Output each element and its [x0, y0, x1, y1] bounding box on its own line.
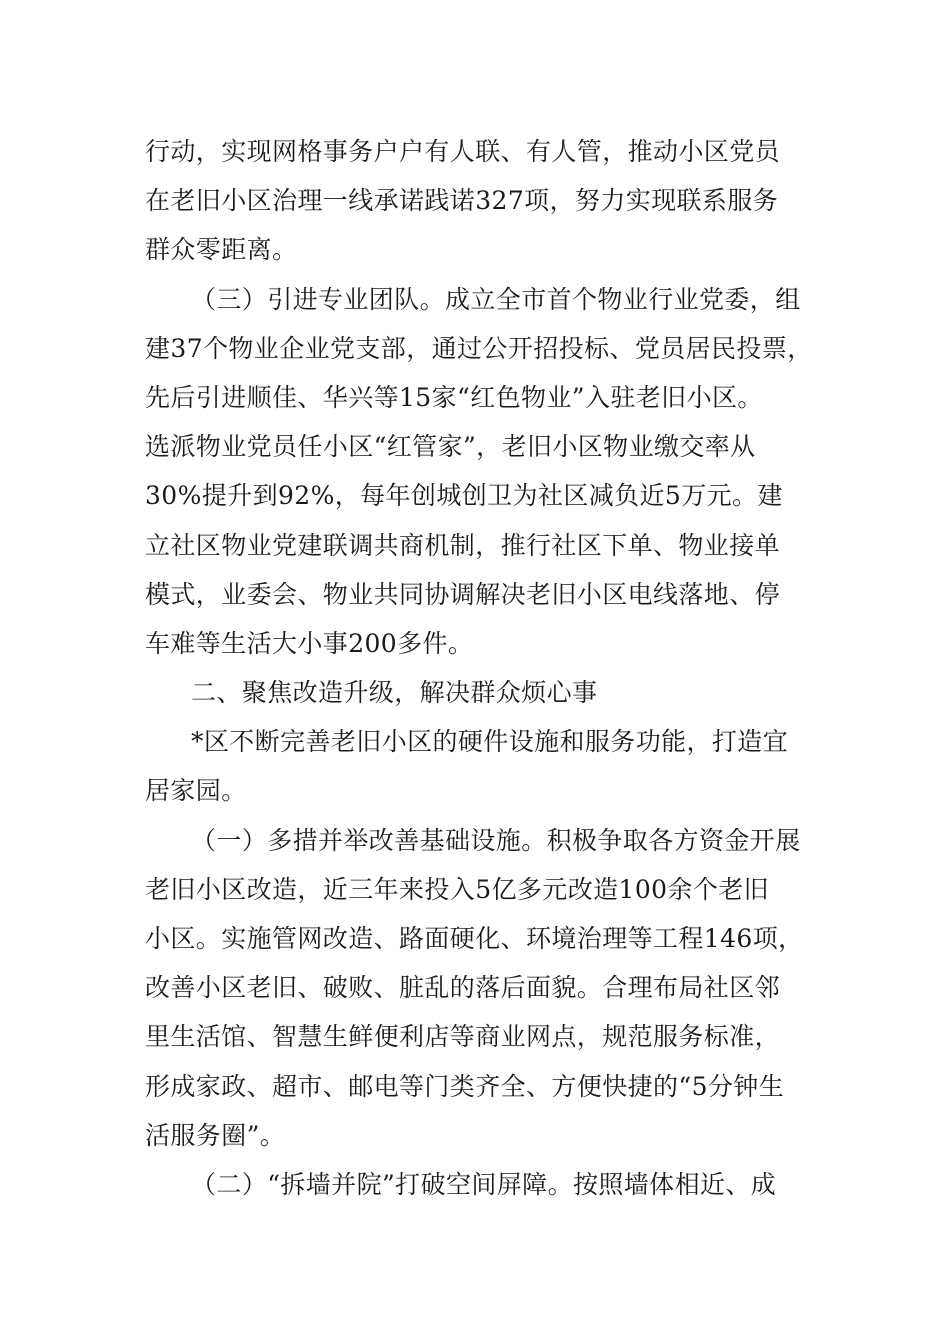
text-line: （三）引进专业团队。成立全市首个物业行业党委，组 [191, 284, 801, 314]
text-line: 小区。实施管网改造、路面硬化、环境治理等工程146项， [145, 924, 804, 953]
text-line: 车难等生活大小事200多件。 [145, 628, 474, 658]
text-line: 老旧小区改造，近三年来投入5亿多元改造100余个老旧 [145, 874, 770, 904]
text-line: 里生活馆、智慧生鲜便利店等商业网点，规范服务标准， [145, 1022, 781, 1052]
text-line: 立社区物业党建联调共商机制，推行社区下单、物业接单 [145, 530, 781, 560]
text-line: 活服务圈”。 [145, 1120, 286, 1150]
text-line: 形成家政、超市、邮电等门类齐全、方便快捷的“5分钟生 [145, 1071, 785, 1101]
text-line: *区不断完善老旧小区的硬件设施和服务功能，打造宜 [191, 727, 789, 757]
text-line: 在老旧小区治理一线承诺践诺327项，努力实现联系服务 [145, 186, 779, 216]
text-line: 模式，业委会、物业共同协调解决老旧小区电线落地、停 [145, 579, 781, 609]
text-line: 行动，实现网格事务户户有人联、有人管，推动小区党员 [145, 137, 781, 166]
text-line: 建37个物业企业党支部，通过公开招投标、党员居民投票， [145, 333, 813, 363]
section-heading: 二、聚焦改造升级，解决群众烦心事 [191, 678, 598, 708]
text-line: 选派物业党员任小区“红管家”，老旧小区物业缴交率从 [145, 432, 756, 462]
text-line: 居家园。 [145, 776, 247, 806]
text-line: 改善小区老旧、破败、脏乱的落后面貌。合理布局社区邻 [145, 973, 781, 1003]
text-line: 群众零距离。 [145, 235, 298, 265]
text-line: 先后引进顺佳、华兴等15家“红色物业”入驻老旧小区。 [145, 382, 763, 412]
text-line: 30%提升到92%，每年创城创卫为社区减负近5万元。建 [145, 481, 783, 511]
text-line: （一）多措并举改善基础设施。积极争取各方资金开展 [191, 825, 801, 855]
document-body [145, 127, 813, 1209]
text-line: （二）“拆墙并院”打破空间屏障。按照墙体相近、成 [191, 1169, 777, 1199]
